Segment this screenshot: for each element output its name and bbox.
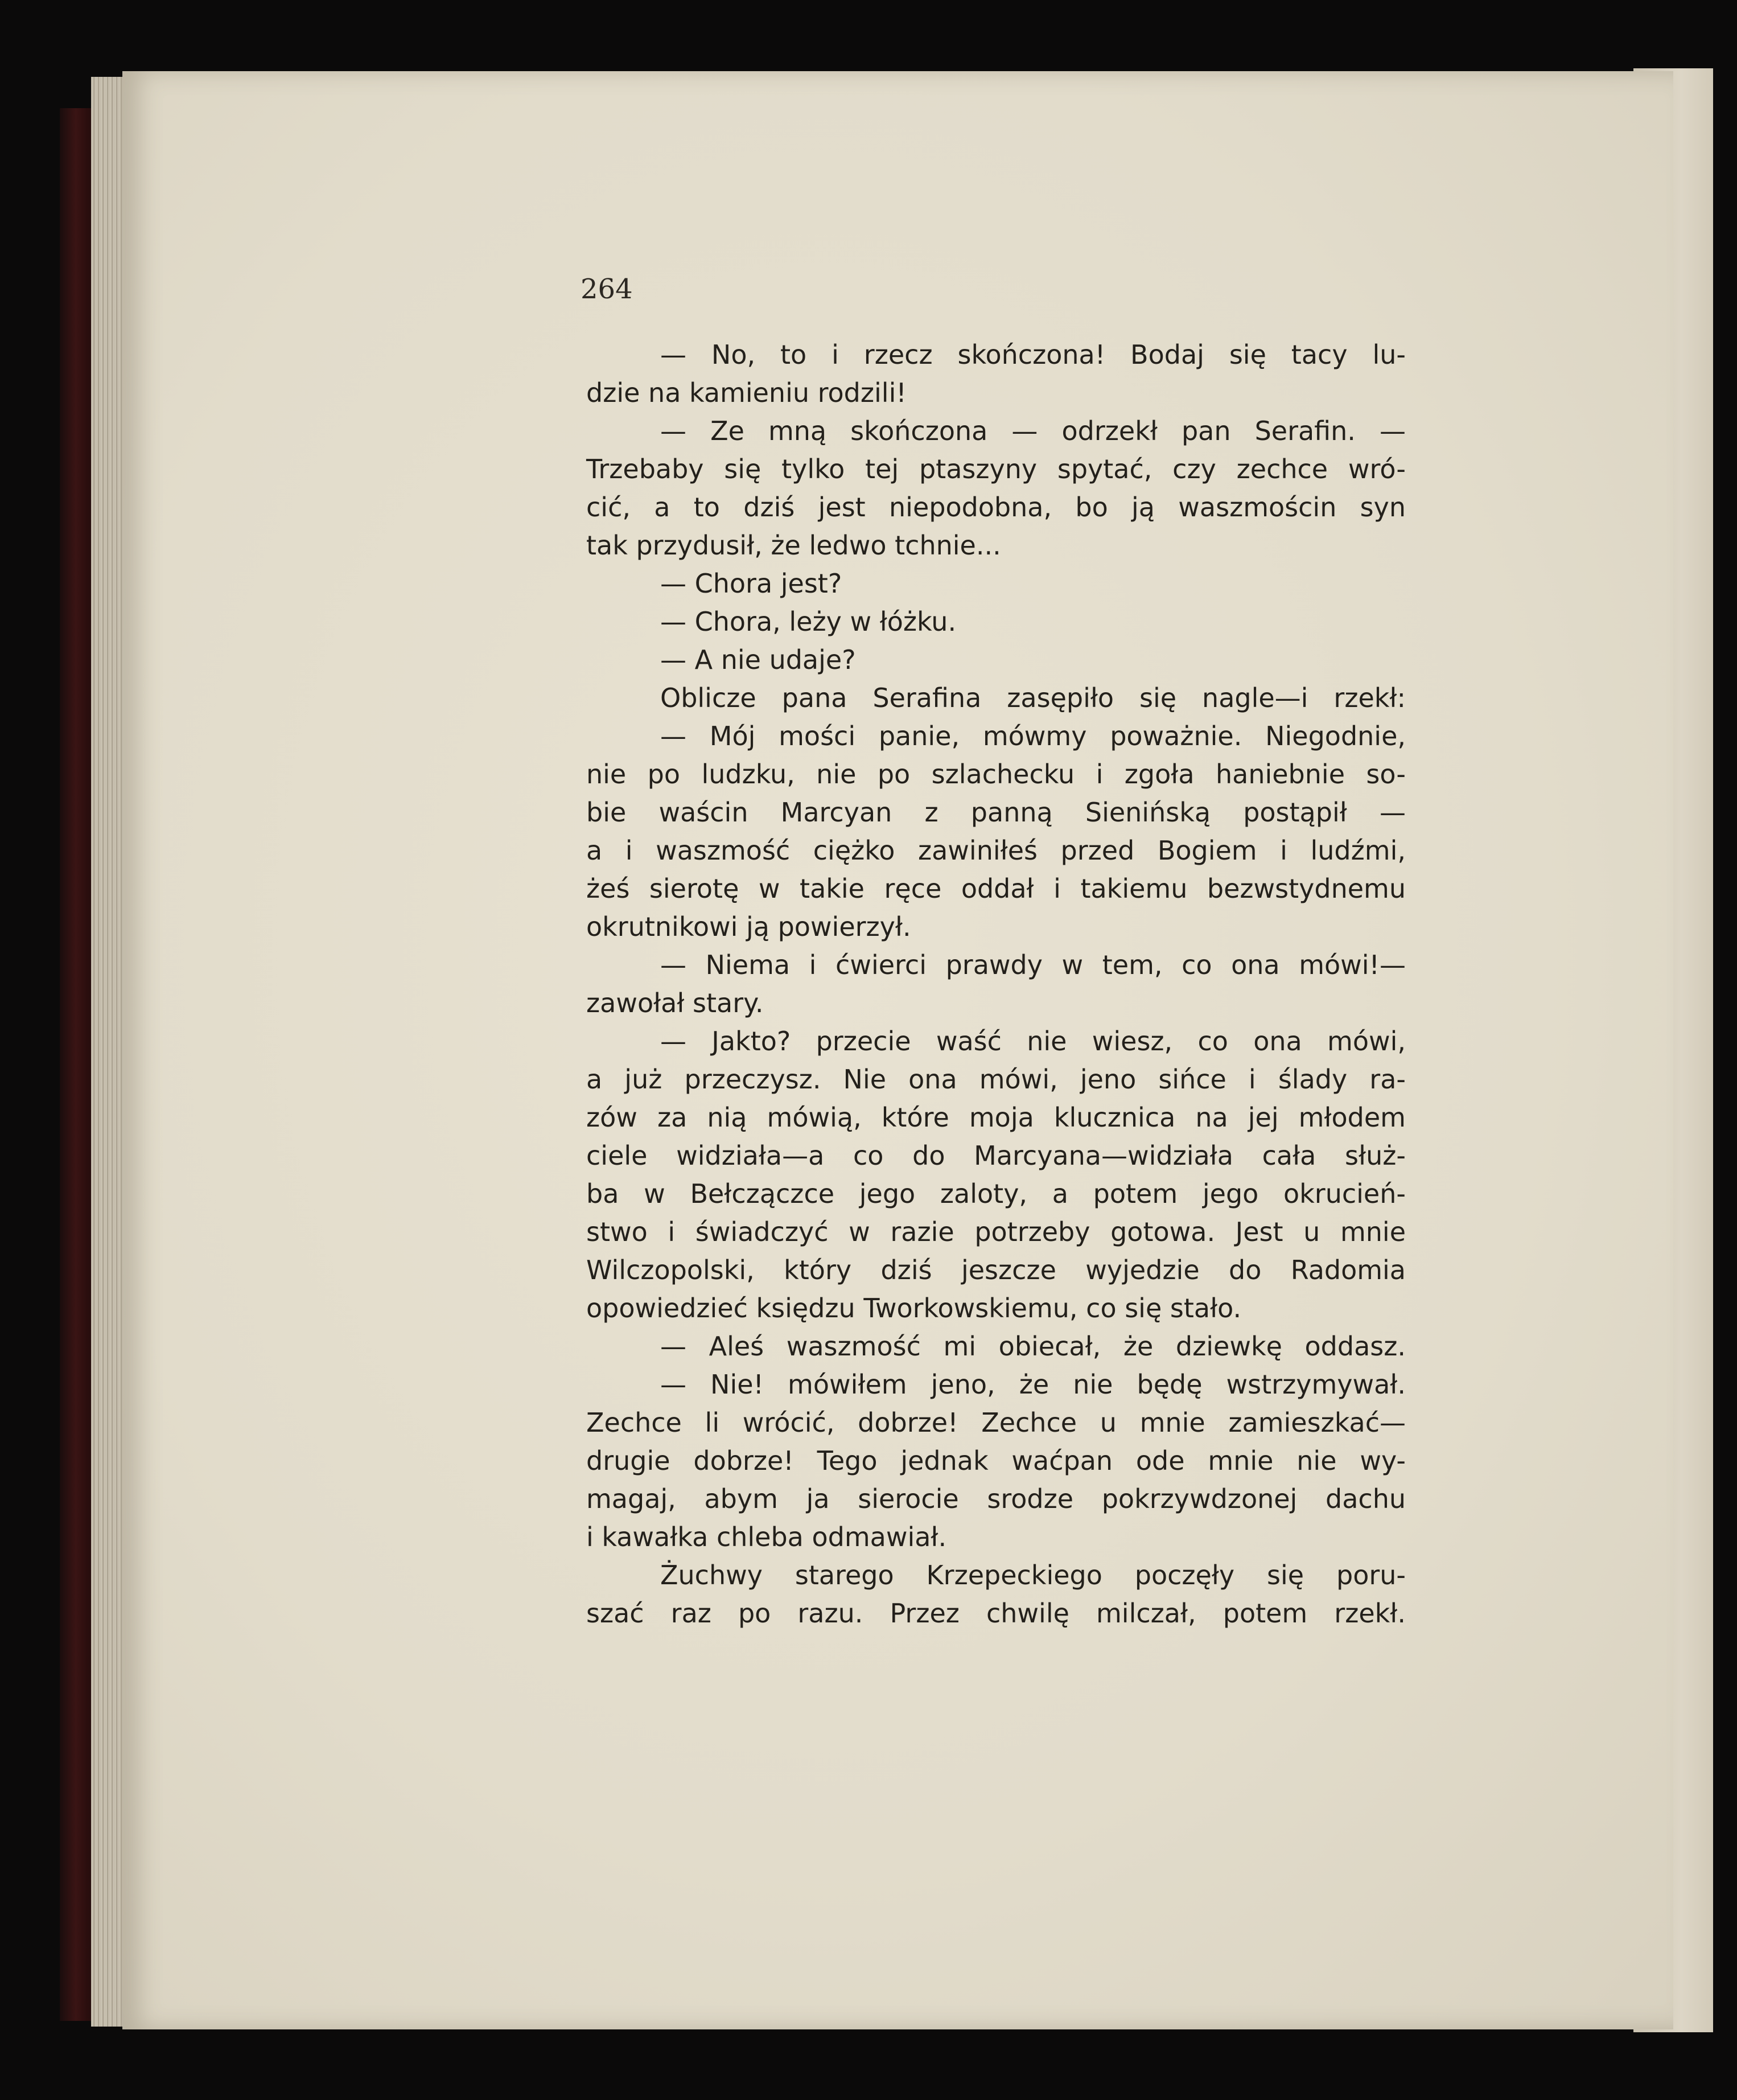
text-line: — Mój mości panie, mówmy poważnie. Niegodnie, xyxy=(660,721,1406,751)
text-line: — Niema i ćwierci prawdy w tem, co ona mówi!— xyxy=(660,950,1406,980)
text-line: — A nie udaje? xyxy=(660,644,856,675)
text-line: magaj, abym ja sierocie srodze pokrzywdzonej dachu xyxy=(586,1483,1406,1514)
text-line: a już przeczysz. Nie ona mówi, jeno sińce i ślady ra- xyxy=(586,1064,1406,1095)
text-line: — Jakto? przecie waść nie wiesz, co ona mówi, xyxy=(660,1026,1406,1057)
text-line: — Chora jest? xyxy=(660,568,842,599)
page-number: 264 xyxy=(581,273,633,305)
text-line: Oblicze pana Serafina zasępiło się nagle—i rzekł: xyxy=(660,683,1406,713)
text-line: nie po ludzku, nie po szlachecku i zgoła haniebnie so- xyxy=(586,759,1406,790)
text-line: a i waszmość ciężko zawiniłeś przed Bogiem i ludźmi, xyxy=(586,835,1406,866)
text-line: okrutnikowi ją powierzył. xyxy=(586,911,911,942)
text-line: Żuchwy starego Krzepeckiego poczęły się poru- xyxy=(660,1560,1406,1591)
text-line: zawołał stary. xyxy=(586,988,764,1018)
text-line: i kawałka chleba odmawiał. xyxy=(586,1522,947,1552)
text-line: dzie na kamieniu rodzili! xyxy=(586,377,907,408)
text-line: Wilczopolski, który dziś jeszcze wyjedzie do Radomia xyxy=(586,1255,1406,1285)
text-line: tak przydusił, że ledwo tchnie... xyxy=(586,530,1001,561)
text-line: drugie dobrze! Tego jednak waćpan ode mnie nie wy- xyxy=(586,1445,1406,1476)
text-line: żeś sierotę w takie ręce oddał i takiemu bezwstydnemu xyxy=(586,873,1406,904)
text-line: zów za nią mówią, które moja klucznica na jej młodem xyxy=(586,1102,1406,1133)
text-line: — Ze mną skończona — odrzekł pan Serafin. — xyxy=(660,416,1406,446)
text-line: — No, to i rzecz skończona! Bodaj się tacy lu- xyxy=(660,339,1406,370)
text-line: bie waścin Marcyan z panną Sienińską postąpił — xyxy=(586,797,1406,828)
text-line: cić, a to dziś jest niepodobna, bo ją waszmościn syn xyxy=(586,492,1406,523)
text-line: opowiedzieć księdzu Tworkowskiemu, co się stało. xyxy=(586,1293,1242,1324)
text-line: ciele widziała—a co do Marcyana—widziała cała służ- xyxy=(586,1140,1406,1171)
text-line: Zechce li wrócić, dobrze! Zechce u mnie zamieszkać— xyxy=(586,1407,1406,1438)
text-line: stwo i świadczyć w razie potrzeby gotowa. Jest u mnie xyxy=(586,1217,1406,1247)
text-line: — Aleś waszmość mi obiecał, że dziewkę oddasz. xyxy=(660,1331,1406,1362)
text-line: szać raz po razu. Przez chwilę milczał, potem rzekł. xyxy=(586,1598,1406,1629)
page-text xyxy=(586,336,1406,1633)
text-line: — Nie! mówiłem jeno, że nie będę wstrzymywał. xyxy=(660,1369,1406,1400)
text-line: ba w Bełczączce jego zaloty, a potem jego okrucień- xyxy=(586,1178,1406,1209)
text-line: — Chora, leży w łóżku. xyxy=(660,606,957,637)
text-line: Trzebaby się tylko tej ptaszyny spytać, czy zechce wró- xyxy=(586,454,1406,484)
